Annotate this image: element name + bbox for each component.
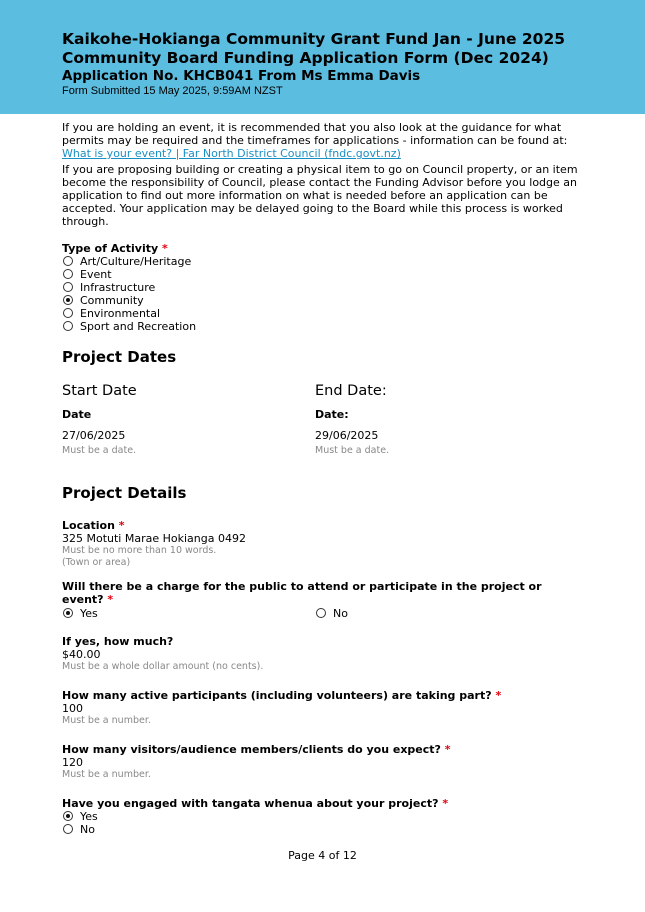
start-date-heading: Start Date xyxy=(62,383,137,399)
activity-option[interactable] xyxy=(62,320,582,333)
project-dates-heading: Project Dates xyxy=(62,348,177,366)
intro-paragraph-2: If you are proposing building or creating a physical item to go on Council property, or an item become the responsibility of Council, please contact the Funding Advisor before you lodge an application to find out more information on what is needed before an application can be accepted. Your application may be delayed going to the Board while this process is worked through. xyxy=(62,163,578,228)
form-title-line2: Community Board Funding Application Form (Dec 2024) xyxy=(62,49,549,67)
radio-icon[interactable] xyxy=(63,282,73,292)
tangata-field xyxy=(62,797,582,836)
form-title-line1: Kaikohe-Hokianga Community Grant Fund Jan - June 2025 xyxy=(62,30,566,48)
start-date-value: 27/06/2025 xyxy=(62,429,126,442)
activity-option[interactable] xyxy=(62,255,582,268)
intro-text: If you are holding an event, it is recommended that you also look at the guidance for what permits may be required and the timeframes for applications - information can be found at: xyxy=(62,121,568,147)
tangata-label-text: Have you engaged with tangata whenua about your project? xyxy=(62,797,439,810)
location-label xyxy=(62,519,582,532)
charge-yes-option[interactable] xyxy=(62,607,312,620)
participants-value: 100 xyxy=(62,702,83,715)
end-date-column xyxy=(315,383,565,457)
required-mark: * xyxy=(161,242,168,255)
activity-option[interactable] xyxy=(62,307,582,320)
charge-label-text: Will there be a charge for the public to attend or participate in the project or event? xyxy=(62,580,542,606)
required-mark: * xyxy=(107,593,114,606)
submitted-timestamp: Form Submitted 15 May 2025, 9:59AM NZST xyxy=(62,85,283,97)
event-guidance-link[interactable]: What is your event? | Far North District Council (fndc.govt.nz) xyxy=(62,147,401,160)
required-mark: * xyxy=(495,689,502,702)
visitors-value: 120 xyxy=(62,756,83,769)
participants-hint: Must be a number. xyxy=(62,715,151,726)
visitors-hint: Must be a number. xyxy=(62,769,151,780)
radio-icon[interactable] xyxy=(63,269,73,279)
participants-field xyxy=(62,689,582,727)
page-number: Page 4 of 12 xyxy=(288,849,357,862)
tangata-no-label: No xyxy=(80,823,95,836)
activity-label xyxy=(62,242,582,255)
required-mark: * xyxy=(118,519,125,532)
location-label-text: Location xyxy=(62,519,115,532)
start-date-hint: Must be a date. xyxy=(62,445,137,456)
end-date-heading: End Date: xyxy=(315,383,387,399)
cost-label: If yes, how much? xyxy=(62,635,174,648)
required-mark: * xyxy=(444,743,451,756)
intro-paragraph-1 xyxy=(62,121,582,160)
end-date-hint: Must be a date. xyxy=(315,445,390,456)
participants-label-text: How many active participants (including volunteers) are taking part? xyxy=(62,689,492,702)
charge-yes-label: Yes xyxy=(80,607,98,620)
required-mark: * xyxy=(442,797,449,810)
visitors-label xyxy=(62,743,582,756)
activity-label-text: Type of Activity xyxy=(62,242,159,255)
cost-value: $40.00 xyxy=(62,648,101,661)
tangata-label xyxy=(62,797,582,810)
project-details-heading: Project Details xyxy=(62,484,187,502)
location-value: 325 Motuti Marae Hokianga 0492 xyxy=(62,532,246,545)
activity-option-label: Infrastructure xyxy=(80,281,156,294)
participants-label xyxy=(62,689,582,702)
end-date-label: Date: xyxy=(315,408,349,421)
tangata-yes-option[interactable] xyxy=(62,810,582,823)
start-date-label: Date xyxy=(62,408,92,421)
form-header xyxy=(0,0,645,114)
radio-selected-icon[interactable] xyxy=(63,295,73,305)
activity-option-label: Art/Culture/Heritage xyxy=(80,255,192,268)
radio-icon[interactable] xyxy=(63,308,73,318)
charge-no-option[interactable] xyxy=(315,607,565,620)
tangata-yes-label: Yes xyxy=(80,810,98,823)
form-content xyxy=(62,121,582,836)
radio-selected-icon[interactable] xyxy=(63,811,73,821)
visitors-label-text: How many visitors/audience members/clients do you expect? xyxy=(62,743,441,756)
activity-field xyxy=(62,242,582,333)
tangata-no-option[interactable] xyxy=(62,823,582,836)
radio-icon[interactable] xyxy=(63,256,73,266)
activity-option-label: Event xyxy=(80,268,112,281)
charge-no-label: No xyxy=(333,607,348,620)
location-field xyxy=(62,519,582,569)
charge-field xyxy=(62,580,582,621)
location-hint: Must be no more than 10 words. xyxy=(62,545,217,556)
radio-icon[interactable] xyxy=(63,321,73,331)
dates-row xyxy=(62,383,582,463)
activity-option-label: Community xyxy=(80,294,144,307)
charge-label xyxy=(62,580,562,606)
charge-options xyxy=(62,607,582,621)
start-date-column xyxy=(62,383,312,457)
location-hint-area: (Town or area) xyxy=(62,557,131,568)
radio-selected-icon[interactable] xyxy=(63,608,73,618)
visitors-field xyxy=(62,743,582,781)
activity-option-label: Environmental xyxy=(80,307,161,320)
radio-icon[interactable] xyxy=(316,608,326,618)
end-date-value: 29/06/2025 xyxy=(315,429,379,442)
activity-option-label: Sport and Recreation xyxy=(80,320,197,333)
activity-option[interactable] xyxy=(62,294,582,307)
radio-icon[interactable] xyxy=(63,824,73,834)
cost-hint: Must be a whole dollar amount (no cents). xyxy=(62,661,264,672)
cost-field xyxy=(62,635,582,673)
activity-option[interactable] xyxy=(62,268,582,281)
application-number: Application No. KHCB041 From Ms Emma Davis xyxy=(62,68,421,84)
activity-option[interactable] xyxy=(62,281,582,294)
